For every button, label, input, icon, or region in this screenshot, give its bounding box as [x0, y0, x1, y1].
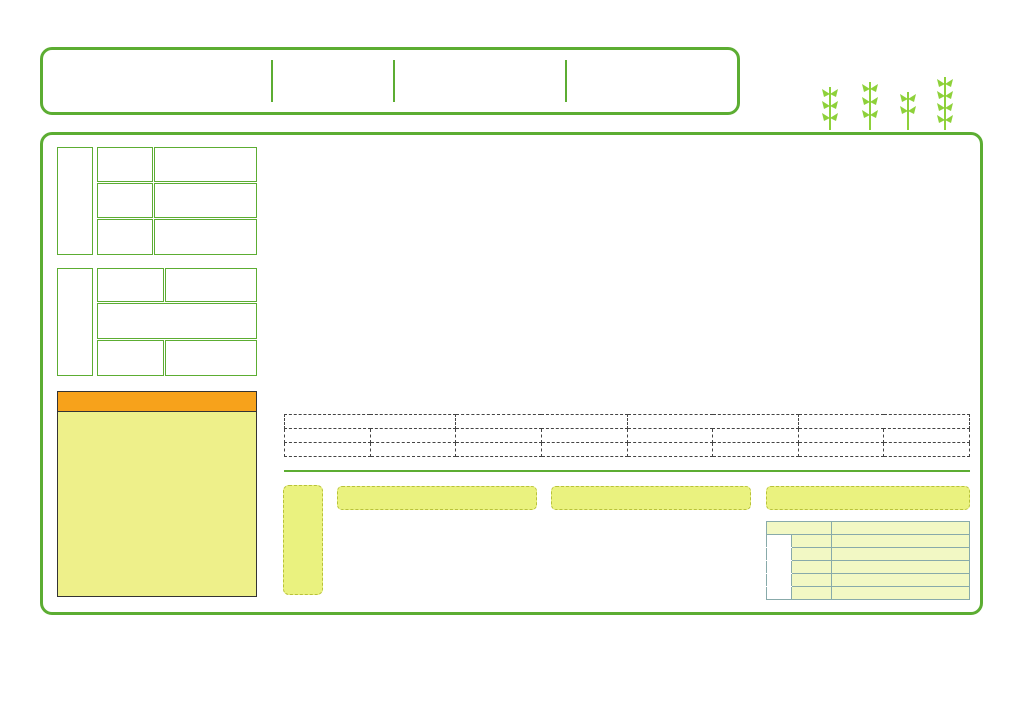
basic-info-label — [57, 268, 93, 376]
utility-company — [97, 340, 164, 376]
electricity-plan — [165, 340, 257, 376]
avg-gas — [713, 443, 799, 457]
family-age — [832, 561, 970, 574]
commuters-value — [832, 587, 970, 600]
performance-label — [57, 147, 93, 255]
breakdown-label — [792, 535, 832, 548]
q-value — [154, 147, 257, 182]
avg-electricity — [370, 443, 456, 457]
family-composition-label — [767, 522, 832, 535]
memo-lines — [58, 412, 256, 414]
divider — [393, 60, 395, 102]
summary-header — [456, 415, 627, 429]
details-label — [283, 485, 323, 595]
q-label — [97, 147, 153, 182]
avg-label — [456, 443, 542, 457]
total-gas — [713, 429, 799, 443]
avg-solar-sales — [541, 443, 627, 457]
equipment-info-title — [551, 486, 751, 510]
total-utility — [884, 429, 970, 443]
ua-label — [97, 183, 153, 218]
floor-plan — [165, 268, 257, 302]
avg-label — [798, 443, 884, 457]
c-value — [154, 219, 257, 255]
summary-table — [284, 414, 970, 457]
family-age — [832, 535, 970, 548]
family-age — [832, 548, 970, 561]
header-panel — [40, 47, 740, 115]
divider — [284, 470, 970, 472]
memo-box — [57, 391, 257, 597]
summary-header — [798, 415, 969, 429]
summary-header — [285, 415, 456, 429]
ua-value — [154, 183, 257, 218]
memo-title — [58, 392, 256, 412]
divider — [271, 60, 273, 102]
avg-utility — [884, 443, 970, 457]
summary-header — [627, 415, 798, 429]
avg-label — [285, 443, 371, 457]
divider — [565, 60, 567, 102]
total-solar-sales — [541, 429, 627, 443]
house-type — [97, 303, 257, 339]
building-info-title — [337, 486, 537, 510]
total-label — [627, 429, 713, 443]
commuters-label — [792, 587, 832, 600]
plant-icons — [815, 72, 975, 132]
total-electricity — [370, 429, 456, 443]
total-label — [798, 429, 884, 443]
total-label — [285, 429, 371, 443]
family-info-table — [766, 521, 970, 600]
floor-area-tsubo — [97, 268, 164, 302]
family-age — [832, 574, 970, 587]
family-composition-value — [832, 522, 970, 535]
total-label — [456, 429, 542, 443]
c-label — [97, 219, 153, 255]
family-info-title — [766, 486, 970, 510]
avg-label — [627, 443, 713, 457]
bar-chart — [283, 160, 970, 345]
